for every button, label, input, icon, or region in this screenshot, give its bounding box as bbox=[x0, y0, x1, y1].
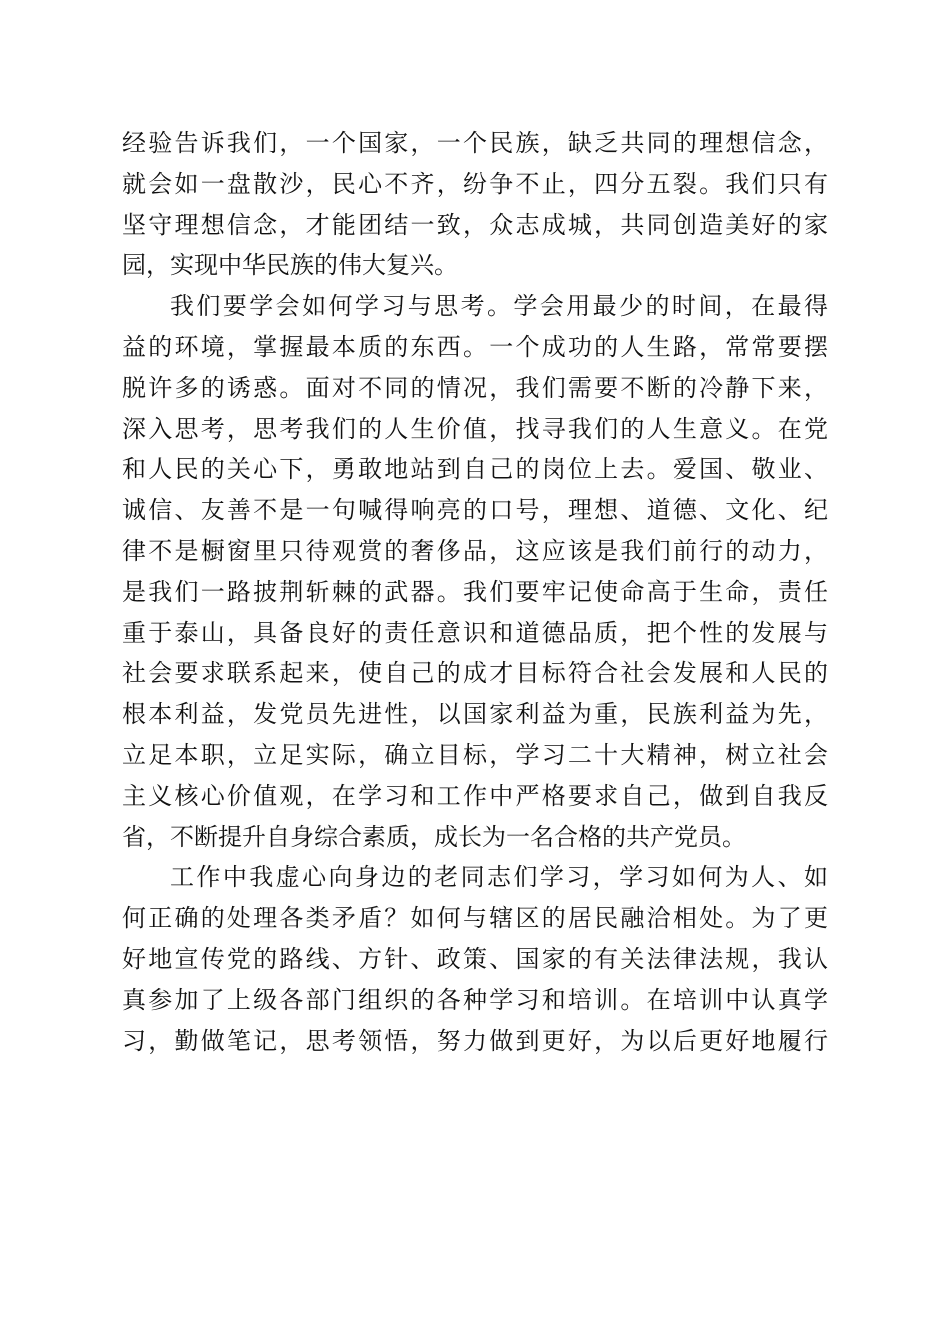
text-line: 省，不断提升自身综合素质，成长为一名合格的共产党员。 bbox=[122, 822, 746, 851]
text-line: 诚信、友善不是一句喊得响亮的口号，理想、道德、文化、纪 bbox=[122, 496, 828, 525]
text-line: 律不是橱窗里只待观赏的奢侈品，这应该是我们前行的动力， bbox=[122, 536, 828, 565]
paragraph-1 bbox=[122, 123, 828, 286]
text-line: 好地宣传党的路线、方针、政策、国家的有关法律法规，我认 bbox=[122, 944, 828, 973]
text-line: 重于泰山，具备良好的责任意识和道德品质，把个性的发展与 bbox=[122, 618, 828, 647]
text-line: 工作中我虚心向身边的老同志们学习，学习如何为人、如 bbox=[170, 863, 828, 892]
text-line: 和人民的关心下，勇敢地站到自己的岗位上去。爱国、敬业、 bbox=[122, 455, 828, 484]
text-line: 就会如一盘散沙，民心不齐，纷争不止，四分五裂。我们只有 bbox=[122, 169, 828, 198]
text-line: 真参加了上级各部门组织的各种学习和培训。在培训中认真学 bbox=[122, 985, 828, 1014]
text-line: 何正确的处理各类矛盾？如何与辖区的居民融洽相处。为了更 bbox=[122, 904, 828, 933]
paragraph-3 bbox=[122, 857, 828, 1061]
document-body bbox=[122, 123, 828, 1061]
text-line: 主义核心价值观，在学习和工作中严格要求自己，做到自我反 bbox=[122, 781, 828, 810]
text-line: 是我们一路披荆斩棘的武器。我们要牢记使命高于生命，责任 bbox=[122, 577, 828, 606]
text-line: 益的环境，掌握最本质的东西。一个成功的人生路，常常要摆 bbox=[122, 332, 828, 361]
text-line: 经验告诉我们，一个国家，一个民族，缺乏共同的理想信念， bbox=[122, 129, 828, 157]
text-line: 深入思考，思考我们的人生价值，找寻我们的人生意义。在党 bbox=[122, 414, 828, 443]
text-line: 社会要求联系起来，使自己的成才目标符合社会发展和人民的 bbox=[122, 659, 828, 688]
text-line: 立足本职，立足实际，确立目标，学习二十大精神，树立社会 bbox=[122, 740, 828, 769]
paragraph-2 bbox=[122, 286, 828, 857]
text-line: 脱许多的诱惑。面对不同的情况，我们需要不断的冷静下来， bbox=[122, 373, 828, 402]
text-line: 我们要学会如何学习与思考。学会用最少的时间，在最得 bbox=[170, 292, 828, 321]
text-line: 根本利益，发党员先进性，以国家利益为重，民族利益为先， bbox=[122, 700, 828, 729]
text-line: 习，勤做笔记，思考领悟，努力做到更好，为以后更好地履行 bbox=[122, 1026, 828, 1055]
text-line: 坚守理想信念，才能团结一致，众志成城，共同创造美好的家 bbox=[122, 210, 828, 239]
text-line: 园，实现中华民族的伟大复兴。 bbox=[122, 251, 458, 280]
